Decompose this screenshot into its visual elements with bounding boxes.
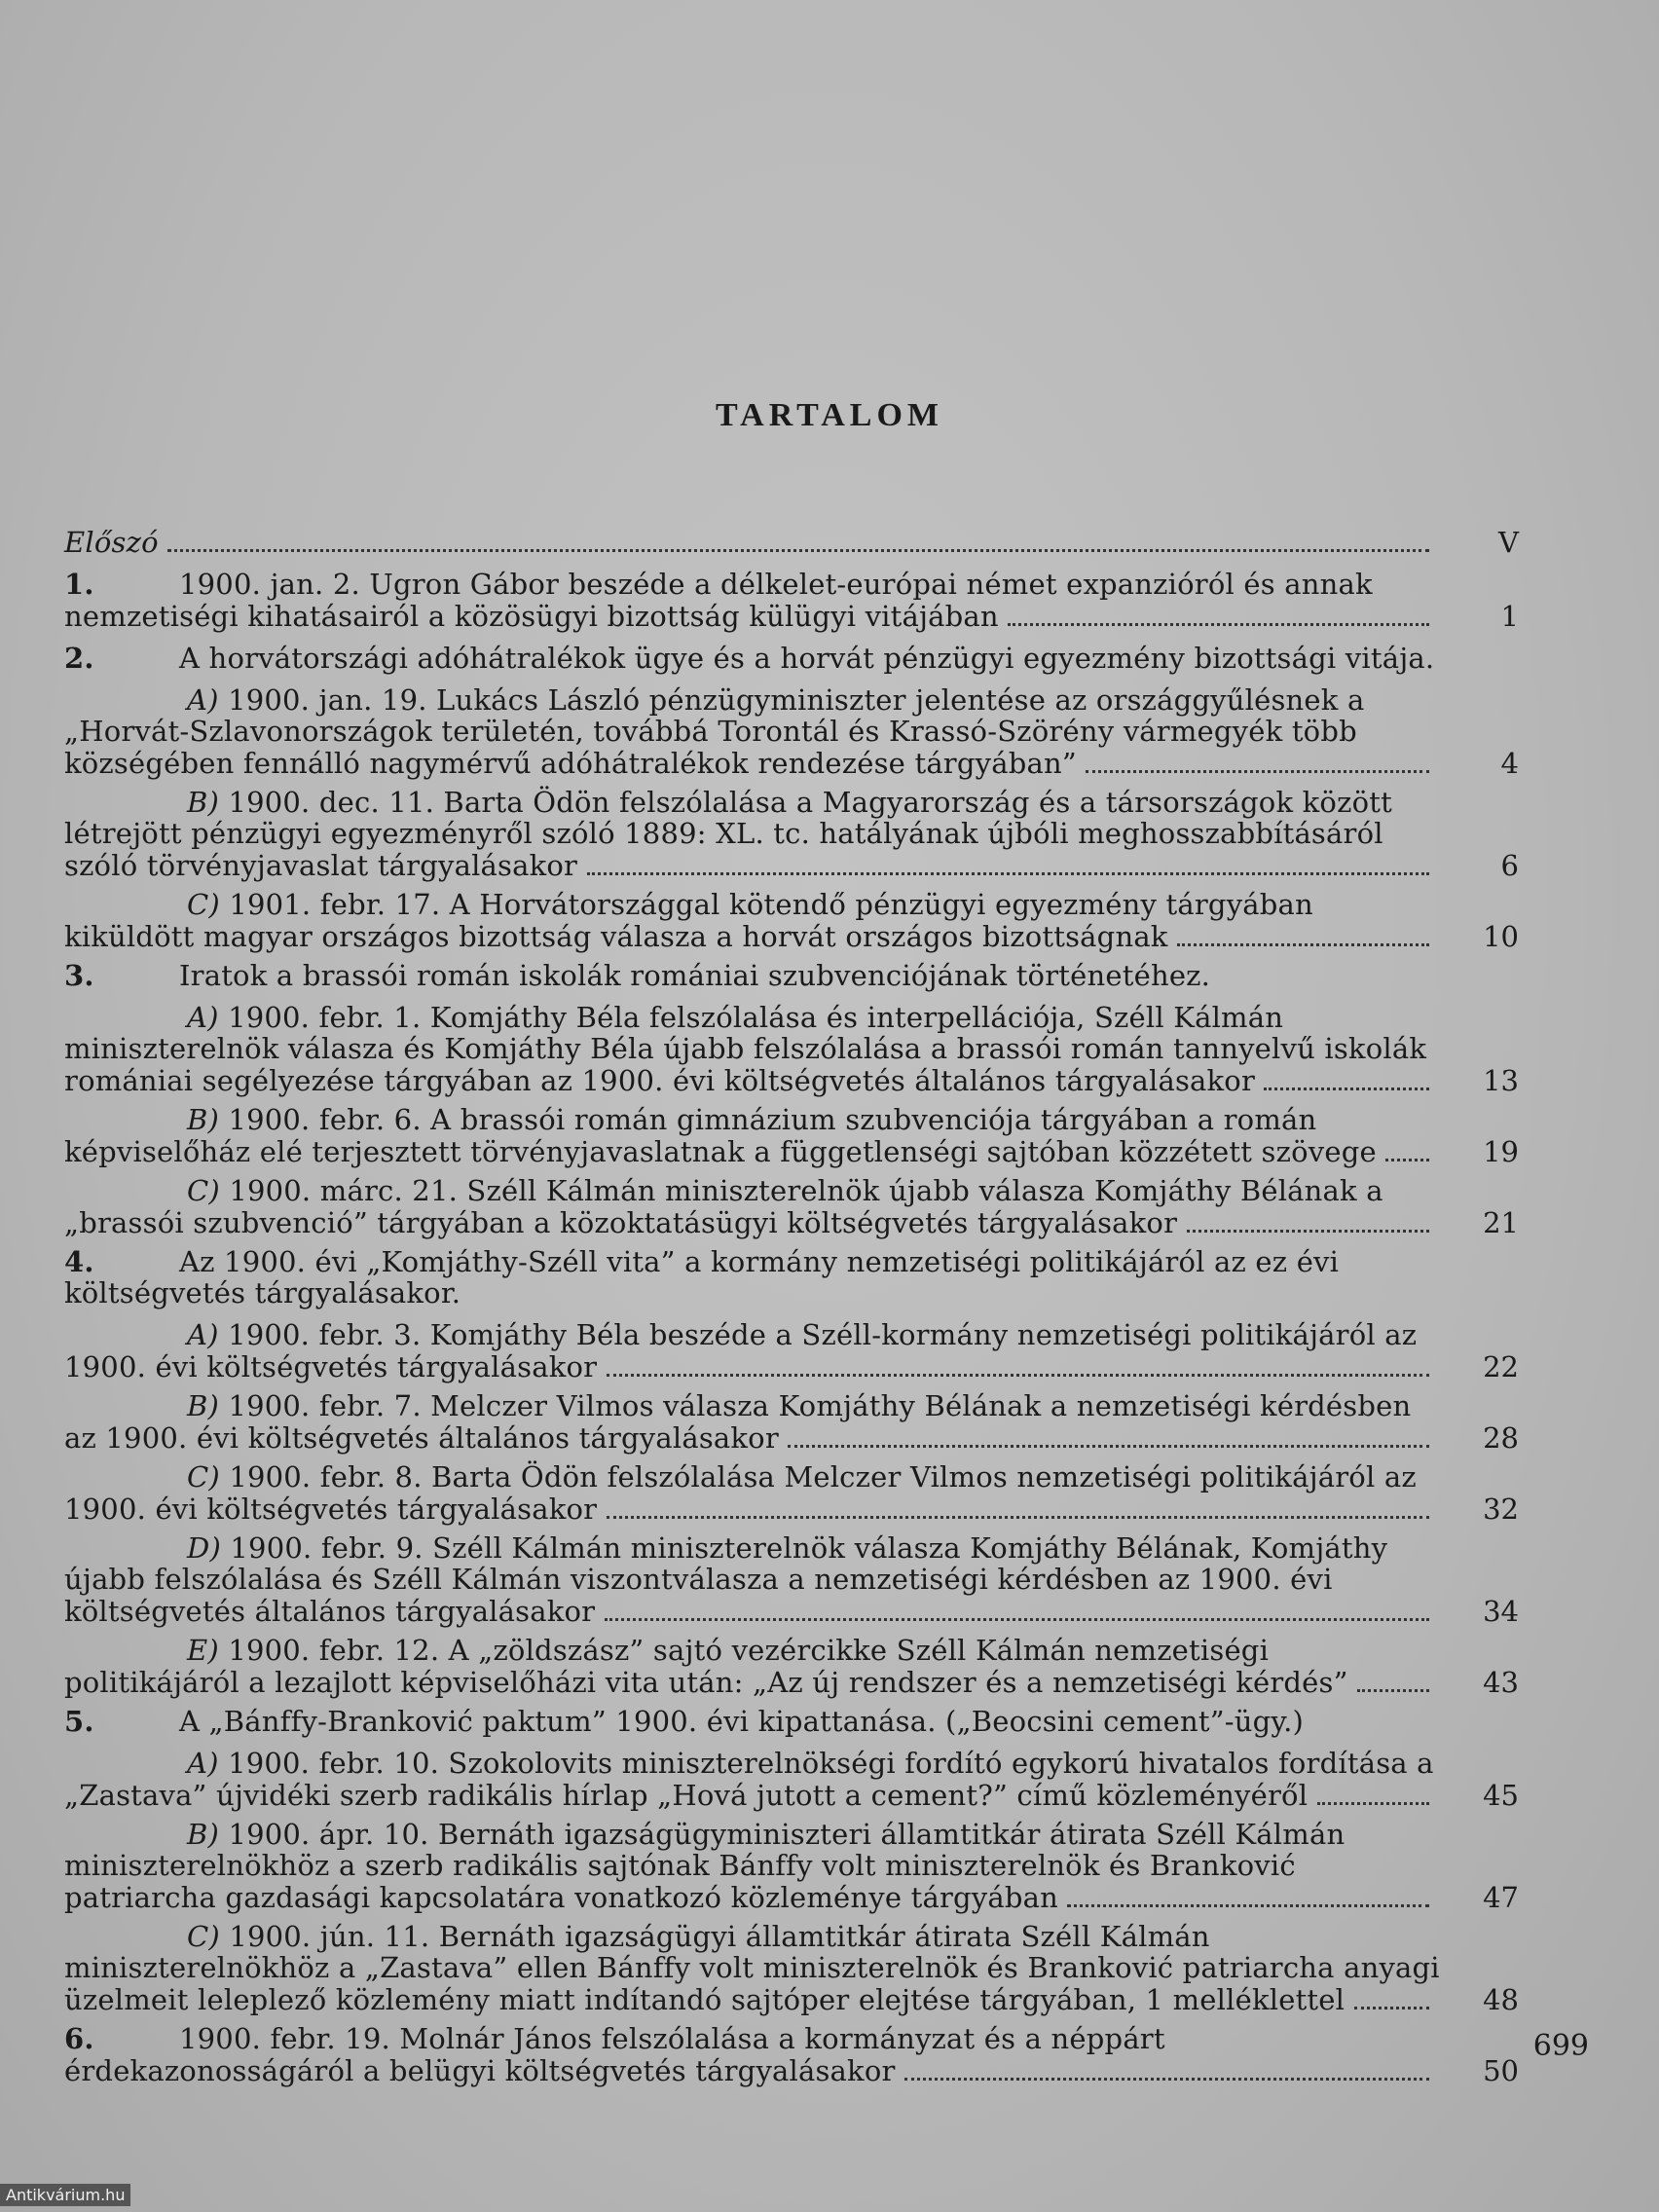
toc-entry-letter: E)	[187, 1634, 229, 1667]
toc-entry	[64, 1390, 1519, 1454]
toc-entry-text	[64, 526, 1441, 558]
toc-entry-title: A „Bánffy-Branković paktum” 1900. évi kipattanása. („Beocsini cement”-ügy.)	[179, 1705, 1305, 1738]
toc-entry-page: 4	[1500, 747, 1519, 780]
toc-entry	[64, 684, 1519, 779]
toc-entry	[64, 1461, 1519, 1525]
dot-leader	[607, 1493, 1429, 1519]
toc-entry-title: Iratok a brassói román iskolák romániai szubvenciójának történetéhez.	[179, 959, 1211, 992]
toc-entry-page: 32	[1483, 1493, 1519, 1526]
toc-entry-text	[64, 643, 1441, 674]
toc-entry-text	[64, 2023, 1441, 2086]
toc-entry-title: 1900. jún. 11. Bernáth igazságügyi államtitkár átirata Széll Kálmán miniszterelnökhöz a „Zastava” ellen Bánffy volt miniszterelnök és Branković patriarcha anyagi üzelmeit leleplező közlemény miatt indítandó sajtóper elejtése tárgyában, 1 melléklettel	[64, 1920, 1440, 2016]
toc-entry-letter: C)	[187, 888, 230, 921]
toc-entry-page: 50	[1483, 2054, 1519, 2087]
toc-entry-number: 6.	[64, 2022, 94, 2055]
toc-entry	[64, 1319, 1519, 1382]
toc-entry-page: V	[1498, 526, 1519, 559]
dot-leader	[1385, 1135, 1429, 1161]
toc-entry	[64, 1104, 1519, 1167]
dot-leader	[1086, 747, 1429, 773]
toc-entry-text	[64, 787, 1441, 881]
toc-entry-page: 34	[1483, 1595, 1519, 1628]
toc-entry-text	[64, 1921, 1441, 2015]
toc-entry-text	[64, 1706, 1441, 1737]
toc-entry-text	[64, 684, 1441, 779]
toc-entry-page: 21	[1483, 1206, 1519, 1239]
toc-entry-letter: C)	[187, 1174, 230, 1207]
toc-entry-letter: D)	[187, 1531, 231, 1565]
toc-entry-letter: A)	[187, 1747, 229, 1780]
toc-entry	[64, 889, 1519, 952]
toc-entry	[64, 643, 1519, 674]
toc-entry-number: 3.	[64, 959, 94, 992]
dot-leader	[788, 1421, 1429, 1448]
dot-leader	[587, 849, 1429, 875]
dot-leader	[1264, 1064, 1429, 1090]
toc-entry-text	[64, 1104, 1441, 1167]
toc-entry-text	[64, 1532, 1441, 1627]
toc-entry-page: 6	[1500, 849, 1519, 882]
toc-entry	[64, 1635, 1519, 1698]
toc-entry-title: 1900. febr. 9. Széll Kálmán miniszterelnök válasza Komjáthy Bélának, Komjáthy újabb felszólalása és Széll Kálmán viszontválasza a nemzetiségi kérdésben az 1900. évi költségvetés általános tárgyalásakor	[64, 1531, 1388, 1628]
toc-entry-page: 43	[1483, 1666, 1519, 1699]
toc-entry-title: 1900. febr. 1. Komjáthy Béla felszólalása és interpellációja, Széll Kálmán miniszterelnök válasza és Komjáthy Béla újabb felszólalása a brassói román tannyelvű iskolák romániai segélyezése tárgyában az 1900. évi költségvetés általános tárgyalásakor	[64, 1001, 1427, 1097]
page-number: 699	[1532, 2029, 1589, 2063]
toc-entry-text	[64, 960, 1441, 991]
toc-entry	[64, 2023, 1519, 2086]
dot-leader	[1354, 1983, 1429, 2009]
toc-entry-number: 4.	[64, 1245, 94, 1278]
table-of-contents	[64, 526, 1519, 2097]
dot-leader	[605, 1595, 1429, 1621]
toc-entry-title: Az 1900. évi „Komjáthy-Széll vita” a kormány nemzetiségi politikájáról az ez évi költségvetés tárgyalásakor.	[64, 1245, 1340, 1309]
toc-entry-page: 22	[1483, 1350, 1519, 1383]
toc-entry	[64, 1921, 1519, 2015]
dot-leader	[167, 526, 1429, 552]
toc-entry-letter: A)	[187, 1001, 229, 1034]
toc-entry-page: 1	[1500, 600, 1519, 633]
dot-leader	[1177, 920, 1429, 946]
toc-entry-title: 1900. febr. 8. Barta Ödön felszólalása Melczer Vilmos nemzetiségi politikájáról az 1900. évi költségvetés tárgyalásakor	[64, 1460, 1417, 1526]
toc-entry-title: A horvátországi adóhátralékok ügye és a horvát pénzügyi egyezmény bizottsági vitája.	[179, 642, 1435, 675]
dot-leader	[1357, 1666, 1429, 1692]
toc-entry-page: 28	[1483, 1421, 1519, 1455]
toc-entry-title: 1900. febr. 10. Szokolovits miniszterelnökségi fordító egykorú hivatalos fordítása a „Zastava” újvidéki szerb radikális hírlap „Hová jutott a cement?” című közleményéről	[64, 1747, 1434, 1812]
toc-entry-title: 1900. márc. 21. Széll Kálmán miniszterelnök újabb válasza Komjáthy Bélának a „brassói szubvenció” tárgyában a közoktatásügyi költségvetés tárgyalásakor	[64, 1174, 1383, 1239]
toc-entry	[64, 1748, 1519, 1811]
toc-entry-title: 1900. jan. 2. Ugron Gábor beszéde a délkelet-európai német expanzióról és annak nemzetiségi kihatásairól a közösügyi bizottság külügyi vitájában	[64, 568, 1373, 633]
toc-entry-text	[64, 1748, 1441, 1811]
toc-entry-letter: B)	[187, 786, 229, 819]
toc-entry-title: 1900. febr. 19. Molnár János felszólalása a kormányzat és a néppárt érdekazonosságáról a belügyi költségvetés tárgyalásakor	[64, 2022, 1165, 2087]
toc-entry	[64, 960, 1519, 991]
toc-entry-text	[64, 1319, 1441, 1382]
toc-entry-text	[64, 1175, 1441, 1238]
toc-entry	[64, 1002, 1519, 1096]
toc-entry	[64, 1175, 1519, 1238]
dot-leader	[607, 1350, 1429, 1377]
toc-entry	[64, 569, 1519, 632]
toc-entry-text	[64, 1461, 1441, 1525]
toc-entry-letter: A)	[187, 1318, 229, 1351]
toc-entry-text	[64, 569, 1441, 632]
toc-entry-title: 1900. jan. 19. Lukács László pénzügyminiszter jelentése az országgyűlésnek a „Horvát-Szlavonországok területén, továbbá Torontál és Krassó-Szörény vármegyék több községében fennálló nagymérvű adóhátralékok rendezése tárgyában”	[64, 683, 1365, 780]
watermark: Antikvárium.hu	[0, 2184, 130, 2206]
dot-leader	[1317, 1779, 1429, 1805]
toc-entry	[64, 1246, 1519, 1309]
dot-leader	[1187, 1206, 1429, 1233]
toc-entry	[64, 526, 1519, 558]
toc-entry-number: 5.	[64, 1705, 94, 1738]
toc-entry-letter: A)	[187, 683, 229, 717]
toc-entry-text	[64, 1819, 1441, 1913]
toc-entry-letter: B)	[187, 1389, 229, 1422]
toc-entry-title: 1900. febr. 12. A „zöldszász” sajtó vezércikke Széll Kálmán nemzetiségi politikájáról a lezajlott képviselőházi vita után: „Az új rendszer és a nemzetiségi kérdés”	[64, 1634, 1348, 1699]
toc-entry-text	[64, 1246, 1441, 1309]
toc-entry-page: 48	[1483, 1983, 1519, 2016]
toc-entry-text	[64, 1390, 1441, 1454]
toc-entry-text	[64, 889, 1441, 952]
toc-entry-page: 19	[1483, 1135, 1519, 1168]
toc-entry-text	[64, 1002, 1441, 1096]
toc-entry-page: 10	[1483, 920, 1519, 953]
toc-entry	[64, 787, 1519, 881]
toc-entry-letter: B)	[187, 1103, 229, 1136]
toc-entry-title: 1900. febr. 3. Komjáthy Béla beszéde a Széll-kormány nemzetiségi politikájáról az 1900. évi költségvetés tárgyalásakor	[64, 1318, 1418, 1383]
toc-entry-page: 47	[1483, 1881, 1519, 1914]
toc-entry	[64, 1706, 1519, 1737]
toc-entry	[64, 1819, 1519, 1913]
toc-entry-title: 1900. dec. 11. Barta Ödön felszólalása a Magyarország és a társországok között létrejött pénzügyi egyezményről szóló 1889: XL. tc. hatályának újbóli meghosszabbításáról szóló törvényjavaslat tárgyalásakor	[64, 786, 1392, 882]
toc-entry-letter: B)	[187, 1818, 229, 1851]
page-title: TARTALOM	[716, 397, 943, 433]
toc-entry	[64, 1532, 1519, 1627]
toc-entry-page: 13	[1483, 1064, 1519, 1097]
toc-entry-letter: C)	[187, 1460, 230, 1493]
toc-entry-title: Előszó	[64, 526, 159, 559]
dot-leader	[1067, 1881, 1429, 1907]
dot-leader	[1008, 600, 1429, 626]
toc-entry-title: 1900. ápr. 10. Bernáth igazságügyminiszteri államtitkár átirata Széll Kálmán miniszterelnökhöz a szerb radikális sajtónak Bánffy volt miniszterelnök és Branković patriarcha gazdasági kapcsolatára vonatkozó közleménye tárgyában	[64, 1818, 1346, 1914]
toc-entry-page: 45	[1483, 1779, 1519, 1812]
toc-entry-letter: C)	[187, 1920, 230, 1953]
toc-entry-title: 1900. febr. 7. Melczer Vilmos válasza Komjáthy Bélának a nemzetiségi kérdésben az 1900. évi költségvetés általános tárgyalásakor	[64, 1389, 1412, 1455]
toc-entry-title: 1901. febr. 17. A Horvátországgal kötendő pénzügyi egyezmény tárgyában kiküldött magyar országos bizottság válasza a horvát országos bizottságnak	[64, 888, 1313, 953]
toc-entry-number: 2.	[64, 642, 94, 675]
toc-entry-text	[64, 1635, 1441, 1698]
toc-entry-number: 1.	[64, 568, 94, 601]
dot-leader	[904, 2054, 1429, 2081]
toc-entry-title: 1900. febr. 6. A brassói román gimnázium szubvenciója tárgyában a román képviselőház elé terjesztett törvényjavaslatnak a függetlenségi sajtóban közzétett szövege	[64, 1103, 1377, 1168]
